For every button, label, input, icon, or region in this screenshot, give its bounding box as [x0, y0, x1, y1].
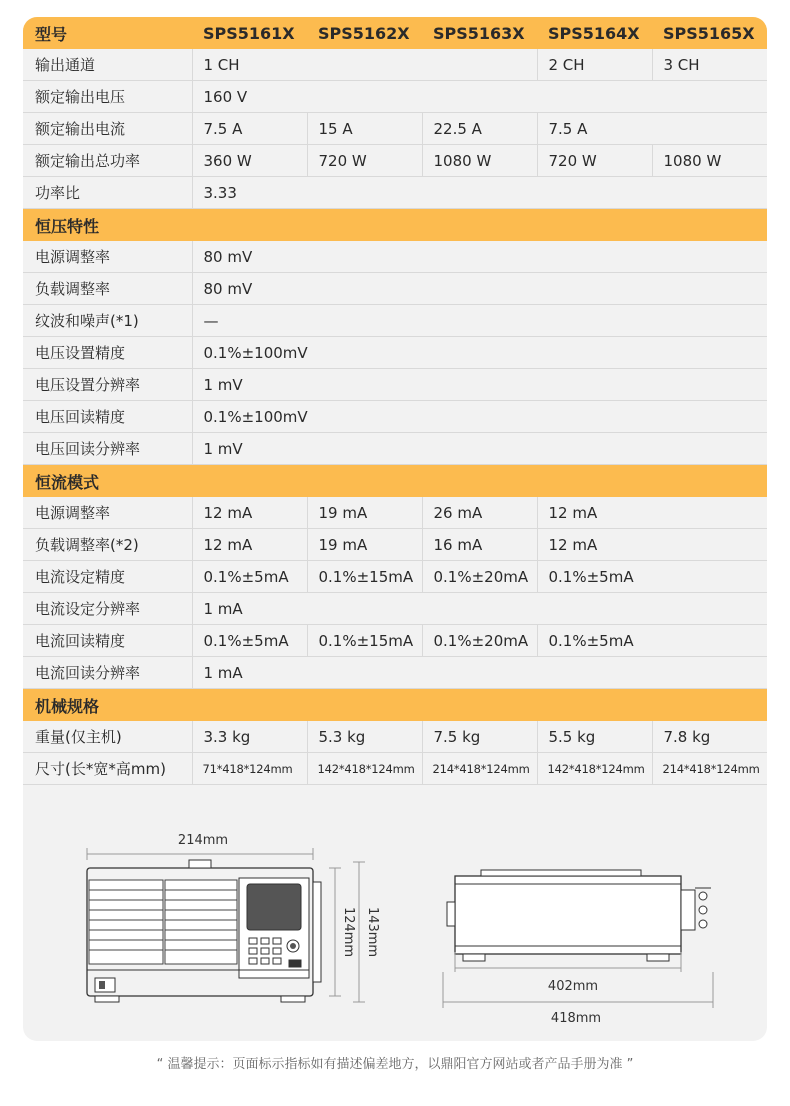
- table-row: [23, 305, 767, 337]
- row-label: 电流设定精度: [23, 561, 192, 593]
- row-label: 电流回读精度: [23, 625, 192, 657]
- cell-value: 0.1%±20mA: [422, 561, 537, 593]
- cell-value: 0.1%±20mA: [422, 625, 537, 657]
- cell-value: 12 mA: [537, 497, 767, 529]
- cell-value: 22.5 A: [422, 113, 537, 145]
- cell-value: 214*418*124mm: [652, 753, 767, 785]
- cell-value: 7.5 kg: [422, 721, 537, 753]
- cell-value: —: [192, 305, 767, 337]
- table-row: [23, 401, 767, 433]
- cell-value: 0.1%±5mA: [192, 561, 307, 593]
- table-row: [23, 241, 767, 273]
- table-row: [23, 753, 767, 785]
- cell-value: 142*418*124mm: [307, 753, 422, 785]
- row-label: 电压设置分辨率: [23, 369, 192, 401]
- cell-value: 5.3 kg: [307, 721, 422, 753]
- table-row: [23, 177, 767, 209]
- model-header-row: [23, 17, 767, 49]
- cell-value: 7.5 A: [192, 113, 307, 145]
- section-header-row: [23, 689, 767, 722]
- row-label: 电压设置精度: [23, 337, 192, 369]
- table-row: [23, 273, 767, 305]
- cell-value: 0.1%±5mA: [537, 625, 767, 657]
- row-label: 额定输出电压: [23, 81, 192, 113]
- cell-value: 7.5 A: [537, 113, 767, 145]
- cell-value: 3.33: [192, 177, 767, 209]
- model-label: 型号: [23, 17, 192, 49]
- row-label: 纹波和噪声(*1): [23, 305, 192, 337]
- cell-value: 0.1%±100mV: [192, 337, 767, 369]
- cell-value: 360 W: [192, 145, 307, 177]
- section-title-cv: 恒压特性: [23, 209, 767, 242]
- cell-value: 142*418*124mm: [537, 753, 652, 785]
- table-row: [23, 497, 767, 529]
- row-label: 功率比: [23, 177, 192, 209]
- cell-value: 1 mV: [192, 433, 767, 465]
- table-row: [23, 433, 767, 465]
- disclaimer-note: “ 温馨提示：页面标示指标如有描述偏差地方，以鼎阳官方网站或者产品手册为准 ”: [156, 1057, 634, 1072]
- model-name: SPS5165X: [652, 17, 767, 49]
- cell-value: 0.1%±100mV: [192, 401, 767, 433]
- cell-value: 1 mA: [192, 657, 767, 689]
- section-header-row: [23, 465, 767, 498]
- cell-value: 160 V: [192, 81, 767, 113]
- table-row: [23, 625, 767, 657]
- dimension-drawings: [23, 802, 767, 1041]
- cell-value: 26 mA: [422, 497, 537, 529]
- row-label: 电源调整率: [23, 497, 192, 529]
- row-label: 输出通道: [23, 49, 192, 81]
- cell-value: 1 mA: [192, 593, 767, 625]
- cell-value: 720 W: [307, 145, 422, 177]
- cell-value: 16 mA: [422, 529, 537, 561]
- cell-value: 0.1%±15mA: [307, 625, 422, 657]
- cell-value: 12 mA: [537, 529, 767, 561]
- table-row: [23, 81, 767, 113]
- cell-value: 12 mA: [192, 497, 307, 529]
- cell-value: 80 mV: [192, 241, 767, 273]
- cell-value: 19 mA: [307, 529, 422, 561]
- row-label: 额定输出电流: [23, 113, 192, 145]
- table-row: [23, 561, 767, 593]
- cell-value: 19 mA: [307, 497, 422, 529]
- cell-value: 214*418*124mm: [422, 753, 537, 785]
- cell-value: 15 A: [307, 113, 422, 145]
- model-name: SPS5161X: [192, 17, 307, 49]
- section-header-row: [23, 209, 767, 242]
- section-title-mech: 机械规格: [23, 689, 767, 722]
- cell-value: 71*418*124mm: [192, 753, 307, 785]
- row-label: 负载调整率(*2): [23, 529, 192, 561]
- front-height-total-label: 143mm: [365, 906, 380, 958]
- row-label: 负载调整率: [23, 273, 192, 305]
- model-name: SPS5164X: [537, 17, 652, 49]
- cell-value: 80 mV: [192, 273, 767, 305]
- model-name: SPS5163X: [422, 17, 537, 49]
- table-row: [23, 657, 767, 689]
- row-label: 重量(仅主机): [23, 721, 192, 753]
- row-label: 额定输出总功率: [23, 145, 192, 177]
- row-label: 电压回读精度: [23, 401, 192, 433]
- cell-value: 720 W: [537, 145, 652, 177]
- cell-value: 1 mV: [192, 369, 767, 401]
- spec-table: [23, 17, 767, 785]
- table-row: [23, 145, 767, 177]
- spec-card: [23, 17, 767, 1041]
- cell-value: 0.1%±5mA: [537, 561, 767, 593]
- row-label: 电压回读分辨率: [23, 433, 192, 465]
- table-row: [23, 529, 767, 561]
- cell-value: 3.3 kg: [192, 721, 307, 753]
- front-width-label: 214mm: [177, 833, 229, 848]
- row-label: 尺寸(长*宽*高mm): [23, 753, 192, 785]
- front-height-body-label: 124mm: [341, 906, 356, 958]
- section-title-cc: 恒流模式: [23, 465, 767, 498]
- cell-value: 7.8 kg: [652, 721, 767, 753]
- side-depth-body-label: 402mm: [547, 979, 599, 994]
- cell-value: 2 CH: [537, 49, 652, 81]
- side-depth-total-label: 418mm: [550, 1011, 602, 1026]
- table-row: [23, 337, 767, 369]
- cell-value: 3 CH: [652, 49, 767, 81]
- table-row: [23, 369, 767, 401]
- model-name: SPS5162X: [307, 17, 422, 49]
- cell-value: 12 mA: [192, 529, 307, 561]
- row-label: 电源调整率: [23, 241, 192, 273]
- table-row: [23, 49, 767, 81]
- cell-value: 1080 W: [652, 145, 767, 177]
- table-row: [23, 593, 767, 625]
- cell-value: 0.1%±15mA: [307, 561, 422, 593]
- front-view-drawing: [87, 848, 365, 1002]
- row-label: 电流设定分辨率: [23, 593, 192, 625]
- table-row: [23, 113, 767, 145]
- cell-value: 1 CH: [192, 49, 537, 81]
- table-row: [23, 721, 767, 753]
- row-label: 电流回读分辨率: [23, 657, 192, 689]
- cell-value: 5.5 kg: [537, 721, 652, 753]
- cell-value: 1080 W: [422, 145, 537, 177]
- cell-value: 0.1%±5mA: [192, 625, 307, 657]
